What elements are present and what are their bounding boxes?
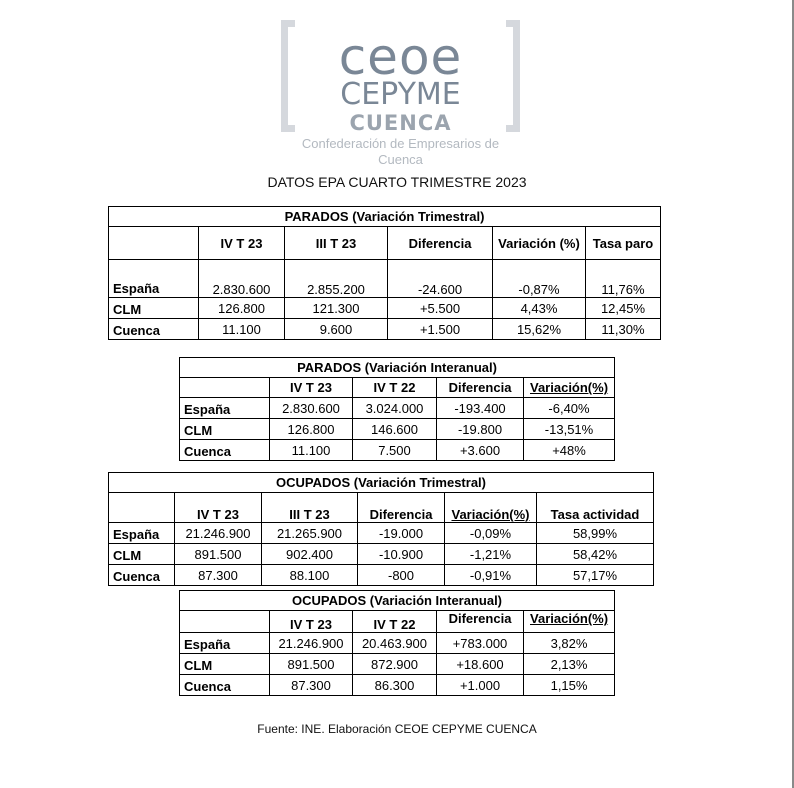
cell: 88.100: [262, 565, 358, 586]
cell: 20.463.900: [353, 633, 437, 654]
cell: 86.300: [353, 675, 437, 696]
cell: -0,09%: [445, 523, 537, 544]
column-header: Variación (%): [493, 227, 586, 260]
table-title: PARADOS (Variación Trimestral): [109, 207, 661, 227]
ocupados-interanual-table: [179, 590, 615, 696]
cell: 146.600: [353, 419, 437, 440]
header-empty: [180, 611, 270, 633]
cell: 7.500: [353, 440, 437, 461]
cell: -24.600: [388, 260, 493, 298]
cell: 126.800: [199, 298, 285, 319]
cell: 11.100: [199, 319, 285, 340]
table-row: [180, 398, 615, 419]
cell: +5.500: [388, 298, 493, 319]
cell: 891.500: [175, 544, 262, 565]
cell: 87.300: [175, 565, 262, 586]
ceoe-cepyme-logo: [279, 20, 522, 167]
column-header: IV T 23: [175, 493, 262, 523]
column-header: Diferencia: [437, 611, 524, 633]
cell: 58,99%: [537, 523, 654, 544]
table-row: [109, 260, 661, 298]
header-empty: [109, 227, 199, 260]
cell: 58,42%: [537, 544, 654, 565]
column-header: III T 23: [262, 493, 358, 523]
table-row: [180, 633, 615, 654]
logo-cepyme: CEPYME: [340, 77, 461, 112]
cell: 2.830.600: [199, 260, 285, 298]
cell: -13,51%: [524, 419, 615, 440]
ocupados-trimestral-table: [108, 472, 654, 586]
table-row: [180, 440, 615, 461]
table-row: [109, 523, 654, 544]
cell: 21.246.900: [270, 633, 353, 654]
row-label: CLM: [109, 298, 199, 319]
parados-trimestral-table: [108, 206, 661, 340]
row-label: Cuenca: [109, 319, 199, 340]
column-header: Tasa paro: [586, 227, 661, 260]
column-header: IV T 22: [353, 611, 437, 633]
column-header: Variación(%): [524, 378, 615, 398]
cell: +1.000: [437, 675, 524, 696]
cell: -19.800: [437, 419, 524, 440]
cell: 1,15%: [524, 675, 615, 696]
table-title: OCUPADOS (Variación Interanual): [180, 591, 615, 611]
cell: 891.500: [270, 654, 353, 675]
row-label: CLM: [180, 654, 270, 675]
table-title: PARADOS (Variación Interanual): [180, 358, 615, 378]
row-label: España: [180, 398, 270, 419]
cell: -0,87%: [493, 260, 586, 298]
logo-tagline: Confederación de Empresarios de Cuenca: [301, 136, 500, 167]
table-row: [109, 544, 654, 565]
cell: 2.830.600: [270, 398, 353, 419]
table-row: [109, 298, 661, 319]
logo-cuenca: CUENCA: [349, 111, 452, 135]
cell: 87.300: [270, 675, 353, 696]
row-label: Cuenca: [180, 675, 270, 696]
source-note: Fuente: INE. Elaboración CEOE CEPYME CUENCA: [257, 722, 537, 736]
cell: 3,82%: [524, 633, 615, 654]
cell: 21.265.900: [262, 523, 358, 544]
cell: -1,21%: [445, 544, 537, 565]
cell: 15,62%: [493, 319, 586, 340]
row-label: CLM: [109, 544, 175, 565]
table-row: [109, 565, 654, 586]
cell: 9.600: [285, 319, 388, 340]
cell: +18.600: [437, 654, 524, 675]
cell: +783.000: [437, 633, 524, 654]
cell: 872.900: [353, 654, 437, 675]
cell: 11,30%: [586, 319, 661, 340]
cell: -193.400: [437, 398, 524, 419]
cell: 21.246.900: [175, 523, 262, 544]
table-title: OCUPADOS (Variación Trimestral): [109, 473, 654, 493]
column-header: Diferencia: [358, 493, 445, 523]
row-label: España: [109, 523, 175, 544]
column-header: Diferencia: [388, 227, 493, 260]
cell: 12,45%: [586, 298, 661, 319]
header-empty: [109, 493, 175, 523]
column-header: IV T 22: [353, 378, 437, 398]
cell: 4,43%: [493, 298, 586, 319]
cell: -0,91%: [445, 565, 537, 586]
cell: -19.000: [358, 523, 445, 544]
table-row: [109, 319, 661, 340]
header-empty: [180, 378, 270, 398]
cell: +48%: [524, 440, 615, 461]
cell: 2,13%: [524, 654, 615, 675]
cell: -10.900: [358, 544, 445, 565]
cell: 121.300: [285, 298, 388, 319]
column-header: IV T 23: [270, 378, 353, 398]
column-header: Diferencia: [437, 378, 524, 398]
cell: -800: [358, 565, 445, 586]
cell: 126.800: [270, 419, 353, 440]
cell: 57,17%: [537, 565, 654, 586]
cell: 902.400: [262, 544, 358, 565]
cell: +3.600: [437, 440, 524, 461]
table-row: [180, 419, 615, 440]
column-header: IV T 23: [199, 227, 285, 260]
row-label: Cuenca: [109, 565, 175, 586]
cell: -6,40%: [524, 398, 615, 419]
row-label: Cuenca: [180, 440, 270, 461]
column-header: Tasa actividad: [537, 493, 654, 523]
table-row: [180, 654, 615, 675]
column-header: III T 23: [285, 227, 388, 260]
logo-ceoe: ceoe: [338, 28, 463, 86]
column-header: IV T 23: [270, 611, 353, 633]
table-row: [180, 675, 615, 696]
document-title: DATOS EPA CUARTO TRIMESTRE 2023: [267, 174, 527, 190]
parados-interanual-table: [179, 357, 615, 461]
cell: 11,76%: [586, 260, 661, 298]
cell: 11.100: [270, 440, 353, 461]
row-label: CLM: [180, 419, 270, 440]
column-header: Variación(%): [524, 611, 615, 633]
cell: +1.500: [388, 319, 493, 340]
column-header: Variación(%): [445, 493, 537, 523]
cell: 2.855.200: [285, 260, 388, 298]
row-label: España: [109, 260, 199, 298]
cell: 3.024.000: [353, 398, 437, 419]
row-label: España: [180, 633, 270, 654]
